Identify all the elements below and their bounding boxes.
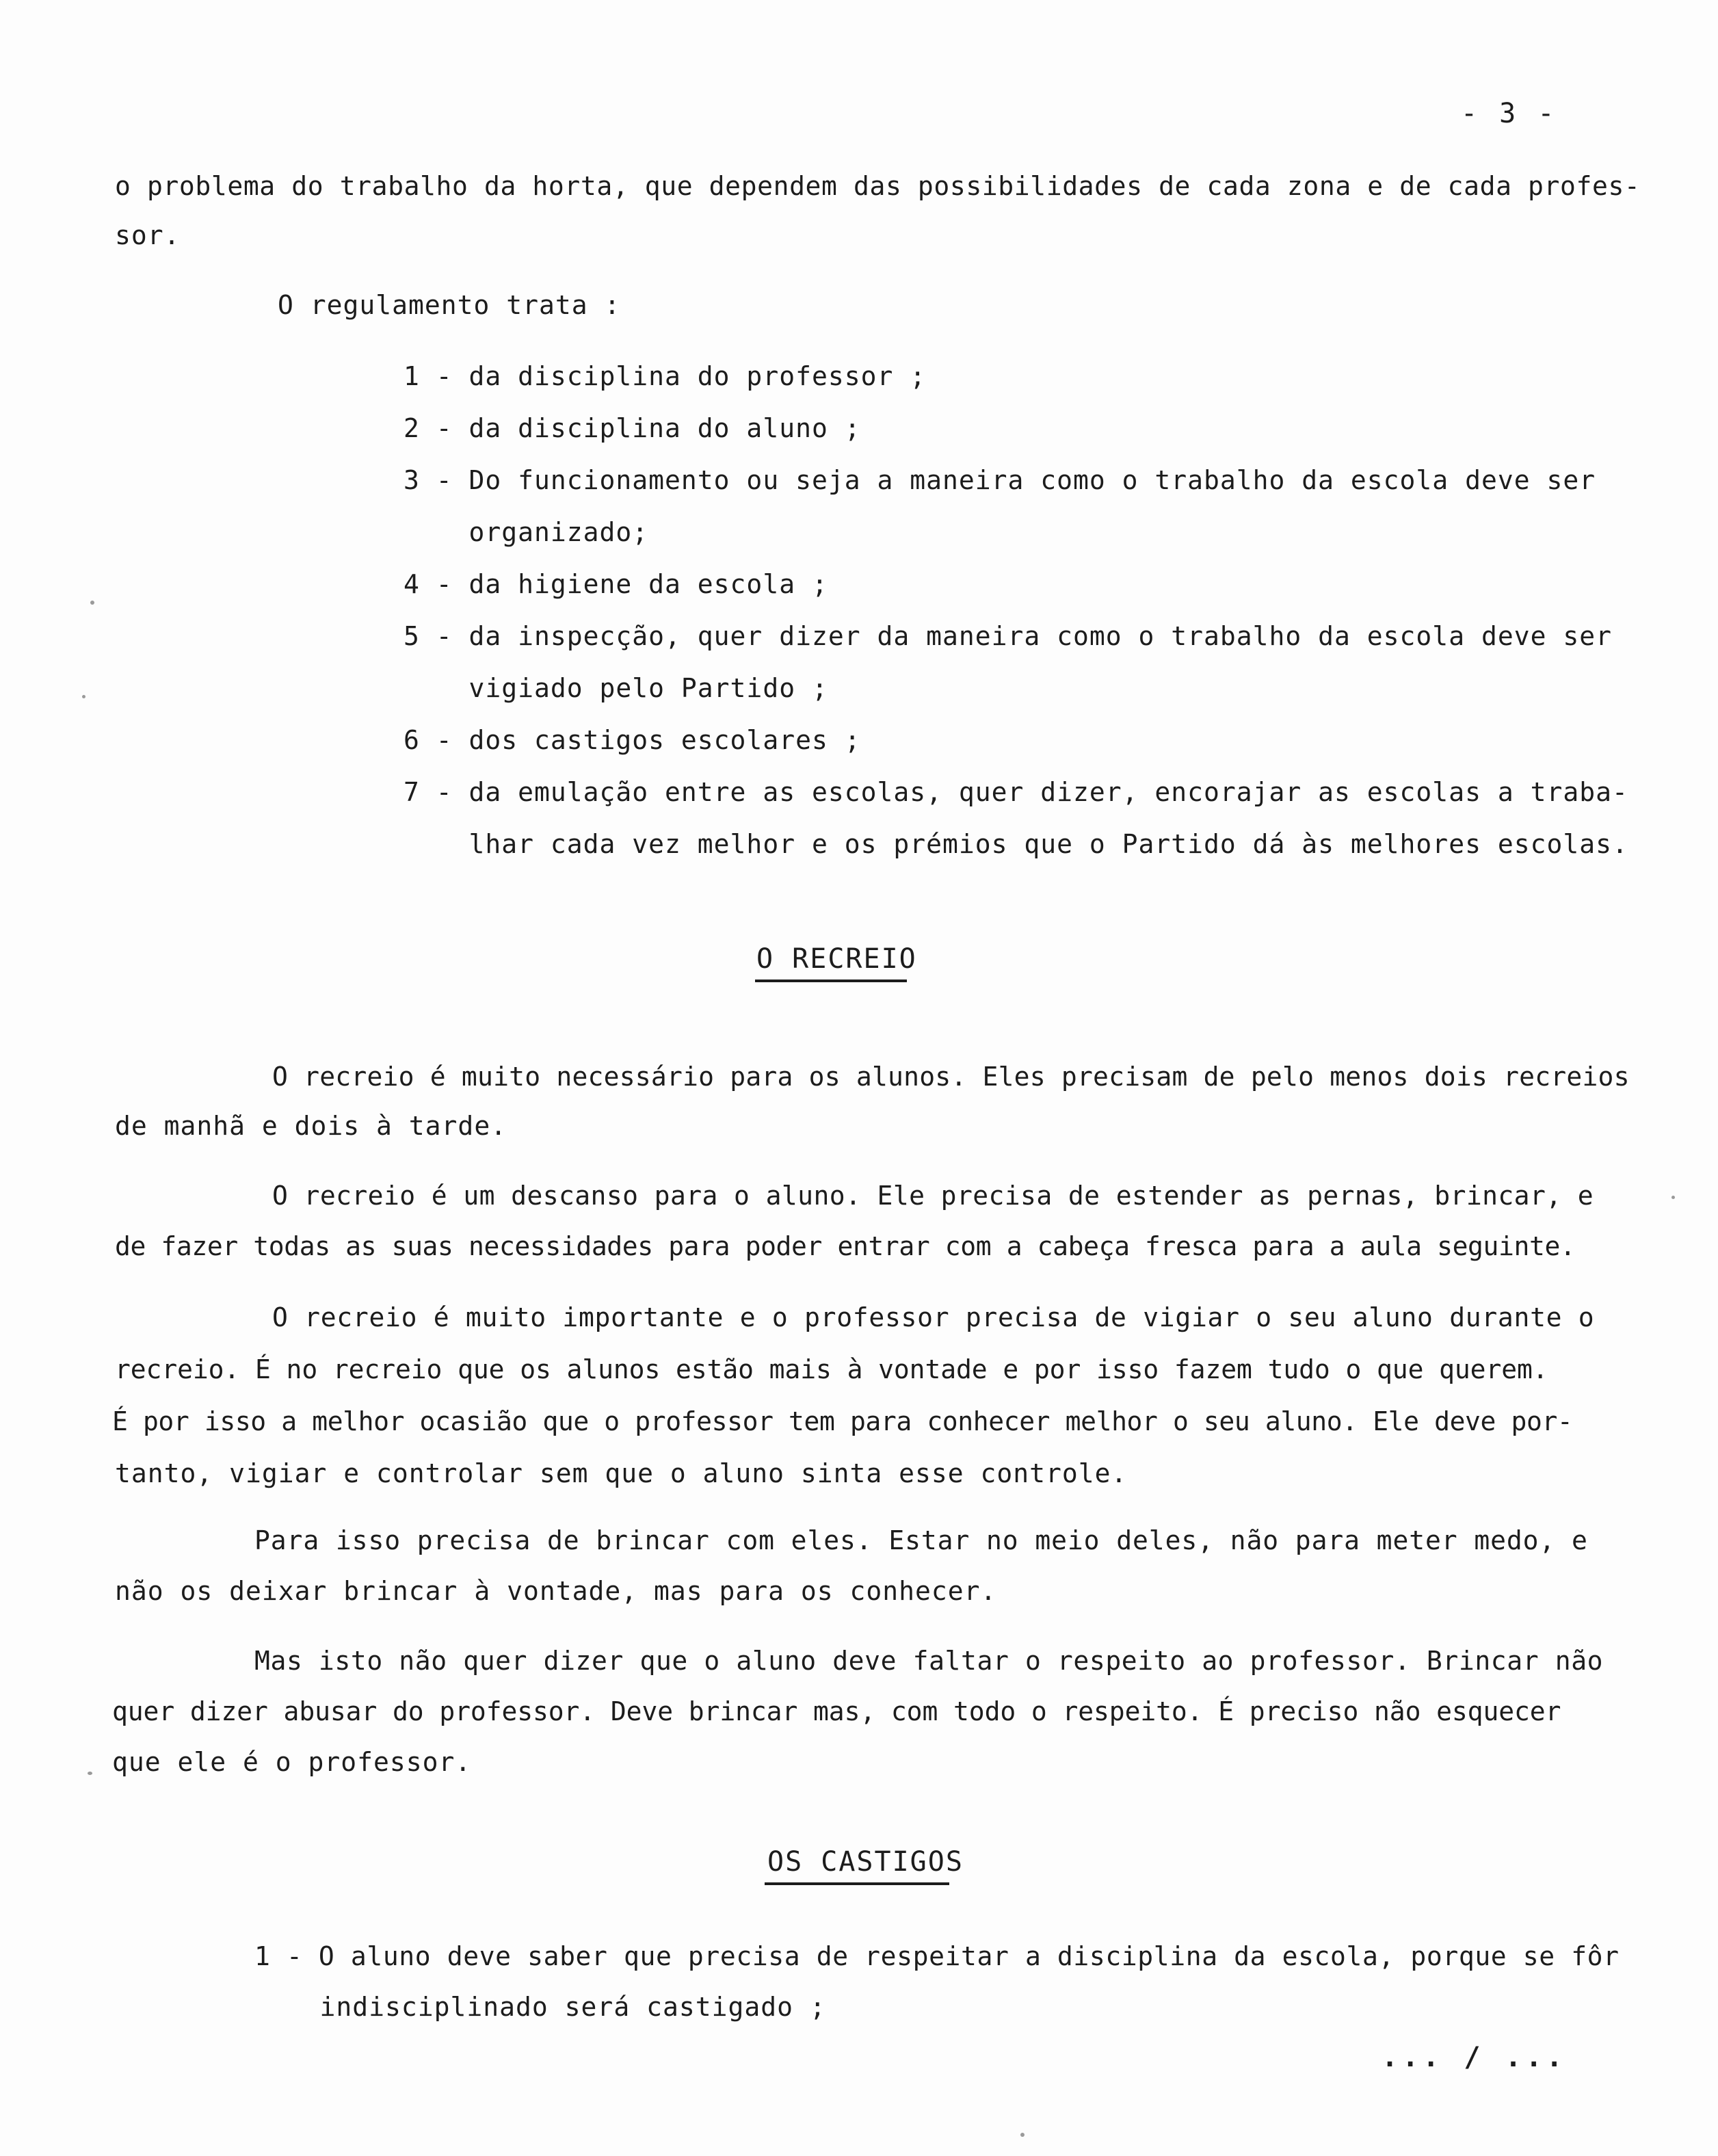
- regulamento-item-4: 4 - da higiene da escola ;: [404, 569, 828, 599]
- scan-speck: [88, 1772, 92, 1775]
- regulamento-item-2: 2 - da disciplina do aluno ;: [404, 413, 861, 443]
- recreio-line-10: não os deixar brincar à vontade, mas para os conhecer.: [115, 1576, 997, 1606]
- castigos-title: OS CASTIGOS: [767, 1846, 964, 1878]
- recreio-line-9: Para isso precisa de brincar com eles. Estar no meio deles, não para meter medo, e: [254, 1525, 1588, 1555]
- recreio-title-underline: [755, 980, 907, 982]
- recreio-line-7: É por isso a melhor ocasião que o professor tem para conhecer melhor o seu aluno. Ele deve por-: [112, 1406, 1573, 1436]
- page-number: - 3 -: [1461, 98, 1557, 129]
- continuation-mark: ... / ...: [1382, 2042, 1567, 2073]
- regulamento-item-5-cont: vigiado pelo Partido ;: [404, 673, 828, 703]
- regulamento-heading: O regulamento trata :: [278, 290, 621, 320]
- intro-line-1: o problema do trabalho da horta, que dependem das possibilidades de cada zona e de cada profes-: [115, 171, 1641, 201]
- regulamento-item-5: 5 - da inspecção, quer dizer da maneira como o trabalho da escola deve ser: [404, 621, 1612, 651]
- recreio-line-6: recreio. É no recreio que os alunos estão mais à vontade e por isso fazem tudo o que querem.: [115, 1354, 1548, 1384]
- castigos-item-1-cont: indisciplinado será castigado ;: [254, 1992, 826, 2022]
- recreio-line-11: Mas isto não quer dizer que o aluno deve faltar o respeito ao professor. Brincar não: [254, 1646, 1604, 1676]
- recreio-line-12: quer dizer abusar do professor. Deve brincar mas, com todo o respeito. É preciso não esquecer: [112, 1696, 1561, 1726]
- regulamento-item-6: 6 - dos castigos escolares ;: [404, 725, 861, 755]
- recreio-line-8: tanto, vigiar e controlar sem que o aluno sinta esse controle.: [115, 1458, 1128, 1488]
- scan-speck: [90, 601, 94, 605]
- regulamento-item-1: 1 - da disciplina do professor ;: [404, 361, 927, 391]
- recreio-line-4: de fazer todas as suas necessidades para poder entrar com a cabeça fresca para a aula seguinte.: [115, 1231, 1576, 1261]
- recreio-line-13: que ele é o professor.: [112, 1747, 472, 1777]
- regulamento-item-3-cont: organizado;: [404, 517, 649, 547]
- castigos-title-underline: [765, 1882, 949, 1885]
- intro-line-2: sor.: [115, 220, 181, 250]
- regulamento-item-7: 7 - da emulação entre as escolas, quer dizer, encorajar as escolas a traba-: [404, 777, 1628, 807]
- recreio-title: O RECREIO: [756, 943, 917, 975]
- regulamento-item-7-cont: lhar cada vez melhor e os prémios que o Partido dá às melhores escolas.: [404, 829, 1628, 859]
- recreio-line-5: O recreio é muito importante e o professor precisa de vigiar o seu aluno durante o: [272, 1302, 1595, 1332]
- recreio-line-3: O recreio é um descanso para o aluno. Ele precisa de estender as pernas, brincar, e: [272, 1181, 1594, 1211]
- castigos-item-1: 1 - O aluno deve saber que precisa de respeitar a disciplina da escola, porque se fôr: [254, 1941, 1620, 1971]
- regulamento-item-3: 3 - Do funcionamento ou seja a maneira como o trabalho da escola deve ser: [404, 465, 1596, 495]
- recreio-line-1: O recreio é muito necessário para os alunos. Eles precisam de pelo menos dois recreios: [272, 1062, 1630, 1092]
- recreio-line-2: de manhã e dois à tarde.: [115, 1111, 507, 1141]
- scan-speck: [82, 695, 85, 698]
- scan-speck: [1020, 2133, 1025, 2137]
- scan-speck: [1671, 1196, 1675, 1199]
